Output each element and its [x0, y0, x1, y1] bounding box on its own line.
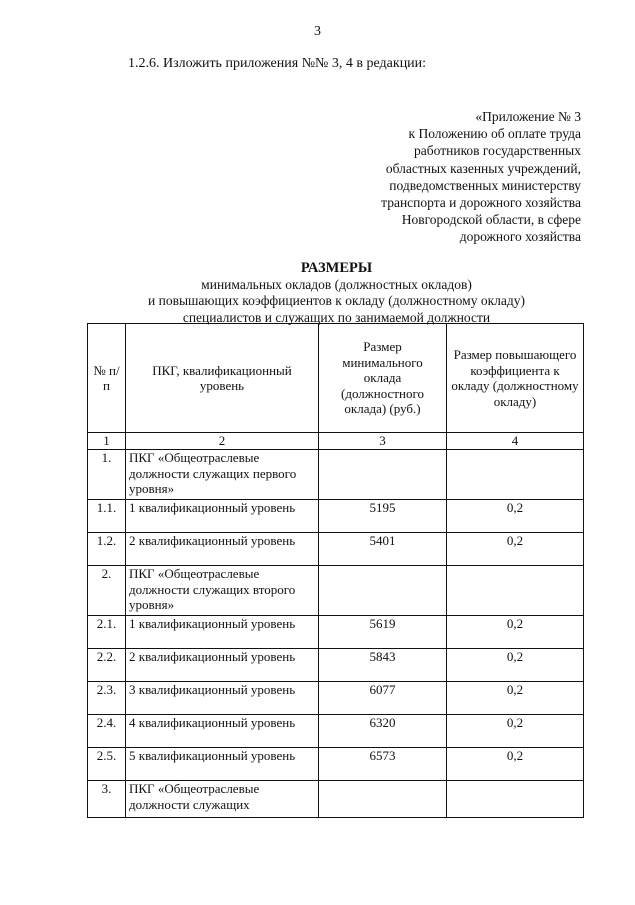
row-salary	[319, 781, 447, 818]
row-number: 2.1.	[88, 616, 126, 649]
row-coefficient: 0,2	[447, 616, 584, 649]
row-coefficient: 0,2	[447, 748, 584, 781]
row-name: 2 квалификационный уровень	[126, 533, 319, 566]
appendix-header	[381, 108, 581, 246]
row-coefficient	[447, 781, 584, 818]
table-header-row	[88, 324, 584, 433]
table-row	[88, 649, 584, 682]
document-title: РАЗМЕРЫ	[300, 260, 373, 276]
amendment-paragraph: 1.2.6. Изложить приложения №№ 3, 4 в редакции:	[128, 56, 427, 71]
table-row	[88, 616, 584, 649]
row-number: 2.3.	[88, 682, 126, 715]
salary-table	[87, 323, 584, 818]
table-row	[88, 781, 584, 818]
row-name: ПКГ «Общеотраслевые должности служащих второго уровня»	[126, 566, 319, 616]
row-name: 2 квалификационный уровень	[126, 649, 319, 682]
row-name: 3 квалификационный уровень	[126, 682, 319, 715]
table-row	[88, 715, 584, 748]
appendix-line: дорожного хозяйства	[459, 229, 581, 245]
row-number: 2.2.	[88, 649, 126, 682]
row-number: 3.	[88, 781, 126, 818]
row-number: 1.2.	[88, 533, 126, 566]
row-name: 5 квалификационный уровень	[126, 748, 319, 781]
column-number-row	[88, 433, 584, 450]
row-salary: 5195	[319, 500, 447, 533]
row-number: 2.4.	[88, 715, 126, 748]
table-row	[88, 748, 584, 781]
row-coefficient: 0,2	[447, 649, 584, 682]
table-row	[88, 450, 584, 500]
row-name: 4 квалификационный уровень	[126, 715, 319, 748]
row-name: 1 квалификационный уровень	[126, 500, 319, 533]
document-title-block	[84, 260, 589, 326]
appendix-line: областных казенных учреждений,	[385, 160, 581, 176]
header-coefficient: Размер повышающего коэффициента к окладу (должностному окладу)	[447, 324, 584, 433]
row-name: 1 квалификационный уровень	[126, 616, 319, 649]
row-salary	[319, 566, 447, 616]
row-coefficient: 0,2	[447, 533, 584, 566]
header-number: № п/п	[88, 324, 126, 433]
appendix-line: транспорта и дорожного хозяйства	[381, 195, 581, 211]
page-number: 3	[314, 24, 321, 39]
appendix-line: работников государственных	[414, 143, 581, 159]
row-salary: 6320	[319, 715, 447, 748]
row-salary: 6573	[319, 748, 447, 781]
row-coefficient	[447, 450, 584, 500]
row-salary: 5843	[319, 649, 447, 682]
row-coefficient	[447, 566, 584, 616]
row-coefficient: 0,2	[447, 682, 584, 715]
row-number: 1.1.	[88, 500, 126, 533]
row-number: 2.5.	[88, 748, 126, 781]
column-number: 3	[319, 433, 447, 450]
row-salary: 6077	[319, 682, 447, 715]
appendix-line: «Приложение № 3	[475, 109, 581, 124]
header-salary: Размер минимального оклада (должностного оклада) (руб.)	[319, 324, 447, 433]
column-number: 2	[126, 433, 319, 450]
header-group: ПКГ, квалификационный уровень	[126, 324, 319, 433]
appendix-line: к Положению об оплате труда	[408, 126, 581, 142]
appendix-line: Новгородской области, в сфере	[401, 212, 581, 228]
row-coefficient: 0,2	[447, 715, 584, 748]
row-name: ПКГ «Общеотраслевые должности служащих	[126, 781, 319, 818]
column-number: 4	[447, 433, 584, 450]
row-coefficient: 0,2	[447, 500, 584, 533]
row-number: 1.	[88, 450, 126, 500]
row-salary: 5401	[319, 533, 447, 566]
row-salary	[319, 450, 447, 500]
table-row	[88, 500, 584, 533]
subtitle-line: минимальных окладов (должностных окладов)	[201, 276, 472, 292]
appendix-line: подведомственных министерству	[389, 177, 581, 193]
table-row	[88, 533, 584, 566]
table-row	[88, 566, 584, 616]
subtitle-line: и повышающих коэффициентов к окладу (должностному окладу)	[148, 293, 525, 308]
table-row	[88, 682, 584, 715]
row-number: 2.	[88, 566, 126, 616]
row-name: ПКГ «Общеотраслевые должности служащих первого уровня»	[126, 450, 319, 500]
subtitle-line: специалистов и служащих по занимаемой должности	[182, 309, 491, 325]
column-number: 1	[88, 433, 126, 450]
row-salary: 5619	[319, 616, 447, 649]
